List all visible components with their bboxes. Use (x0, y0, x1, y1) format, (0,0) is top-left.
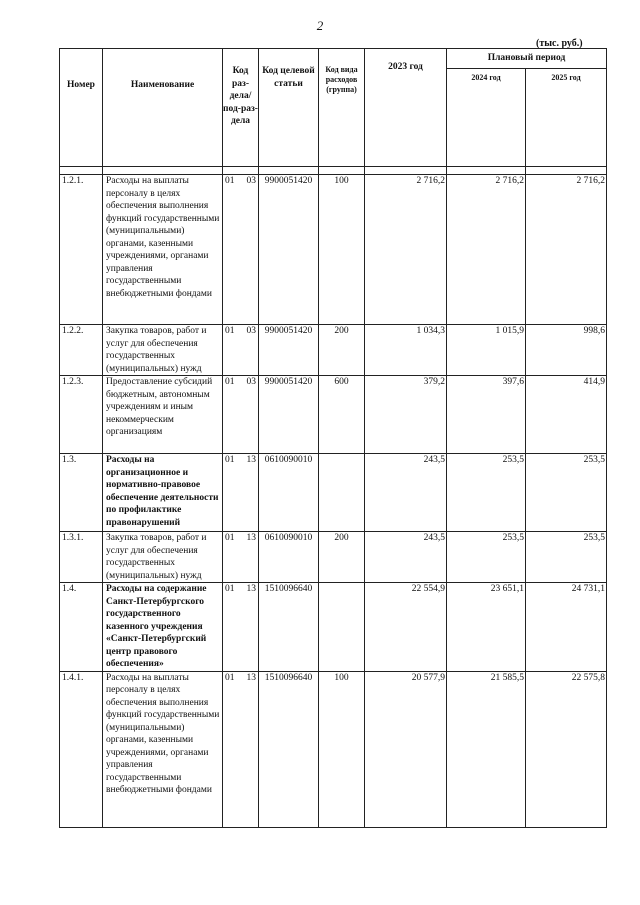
row-number: 1.2.1. (60, 175, 103, 325)
header-2024: 2024 год (447, 69, 526, 167)
row-subsection-code: 03 (246, 377, 256, 387)
row-expense-type: 200 (319, 325, 365, 376)
table-row (60, 583, 607, 672)
row-2024: 253,5 (447, 454, 526, 532)
row-section (223, 671, 259, 827)
row-2023: 22 554,9 (365, 583, 447, 672)
row-target-code: 0610090010 (259, 532, 319, 583)
row-2025: 998,6 (526, 325, 607, 376)
row-number: 1.2.3. (60, 376, 103, 454)
row-expense-type: 200 (319, 532, 365, 583)
row-number: 1.2.2. (60, 325, 103, 376)
row-section (223, 175, 259, 325)
row-section (223, 454, 259, 532)
budget-table (59, 48, 607, 828)
row-number: 1.3.1. (60, 532, 103, 583)
row-name: Закупка товаров, работ и услуг для обеспечения государственных (муниципальных) нужд (103, 325, 223, 376)
row-section-code: 01 (225, 584, 235, 594)
row-subsection-code: 03 (246, 326, 256, 336)
row-target-code: 1510096640 (259, 671, 319, 827)
row-expense-type: 100 (319, 175, 365, 325)
row-number: 1.4.1. (60, 671, 103, 827)
row-2025: 22 575,8 (526, 671, 607, 827)
units-label: (тыс. руб.) (536, 38, 583, 49)
row-2024: 21 585,5 (447, 671, 526, 827)
header-expense-type: Код вида расходов (группа) (319, 49, 365, 167)
header-2023: 2023 год (365, 49, 447, 167)
row-target-code: 9900051420 (259, 175, 319, 325)
row-2025: 253,5 (526, 454, 607, 532)
row-2025: 24 731,1 (526, 583, 607, 672)
row-subsection-code: 13 (246, 584, 256, 594)
row-2023: 1 034,3 (365, 325, 447, 376)
row-2024: 23 651,1 (447, 583, 526, 672)
row-target-code: 0610090010 (259, 454, 319, 532)
row-name: Расходы на выплаты персоналу в целях обеспечения выполнения функций государственными (муниципальными) органами, казенными учреждениями, органами управления государственными внебюджетными фондами (103, 175, 223, 325)
row-expense-type: 100 (319, 671, 365, 827)
row-subsection-code: 13 (246, 455, 256, 465)
table-row (60, 671, 607, 827)
row-2024: 397,6 (447, 376, 526, 454)
row-name: Расходы на выплаты персоналу в целях обеспечения выполнения функций государственными (муниципальными) органами, казенными учреждениями, органами управления государственными внебюджетными фондами (103, 671, 223, 827)
row-target-code: 9900051420 (259, 376, 319, 454)
row-section-code: 01 (225, 326, 235, 336)
header-planning-period: Плановый период (447, 49, 607, 69)
row-subsection-code: 13 (246, 533, 256, 543)
row-2024: 2 716,2 (447, 175, 526, 325)
row-2023: 20 577,9 (365, 671, 447, 827)
row-2023: 243,5 (365, 532, 447, 583)
row-2024: 253,5 (447, 532, 526, 583)
row-section-code: 01 (225, 377, 235, 387)
row-subsection-code: 13 (246, 672, 256, 683)
row-section-code: 01 (225, 176, 235, 186)
table-row (60, 175, 607, 325)
row-number: 1.3. (60, 454, 103, 532)
row-section (223, 376, 259, 454)
table-row (60, 532, 607, 583)
row-2023: 243,5 (365, 454, 447, 532)
row-name: Расходы на содержание Санкт-Петербургского государственного казенного учреждения «Санкт-Петербургский центр правового обеспечения» (103, 583, 223, 672)
row-section (223, 583, 259, 672)
header-2025: 2025 год (526, 69, 607, 167)
row-2025: 2 716,2 (526, 175, 607, 325)
row-2023: 379,2 (365, 376, 447, 454)
row-target-code: 9900051420 (259, 325, 319, 376)
row-target-code: 1510096640 (259, 583, 319, 672)
header-name: Наименование (103, 49, 223, 167)
row-expense-type (319, 454, 365, 532)
table-row (60, 376, 607, 454)
row-name: Закупка товаров, работ и услуг для обеспечения государственных (муниципальных) нужд (103, 532, 223, 583)
row-section (223, 325, 259, 376)
row-expense-type: 600 (319, 376, 365, 454)
row-section-code: 01 (225, 672, 235, 683)
header-target-code: Код целевой статьи (259, 49, 319, 167)
header-number: Номер (60, 49, 103, 167)
row-number: 1.4. (60, 583, 103, 672)
header-section-code: Код раз-дела/ под-раз-дела (223, 49, 259, 167)
row-section-code: 01 (225, 455, 235, 465)
row-2025: 414,9 (526, 376, 607, 454)
row-name: Расходы на организационное и нормативно-правовое обеспечение деятельности по профилактике правонарушений (103, 454, 223, 532)
table-row (60, 325, 607, 376)
table-row (60, 454, 607, 532)
row-section-code: 01 (225, 533, 235, 543)
row-2025: 253,5 (526, 532, 607, 583)
row-section (223, 532, 259, 583)
row-subsection-code: 03 (246, 176, 256, 186)
row-2024: 1 015,9 (447, 325, 526, 376)
row-expense-type (319, 583, 365, 672)
page-number: 2 (316, 18, 324, 33)
row-2023: 2 716,2 (365, 175, 447, 325)
row-name: Предоставление субсидий бюджетным, автономным учреждениям и иным некоммерческим организациям (103, 376, 223, 454)
